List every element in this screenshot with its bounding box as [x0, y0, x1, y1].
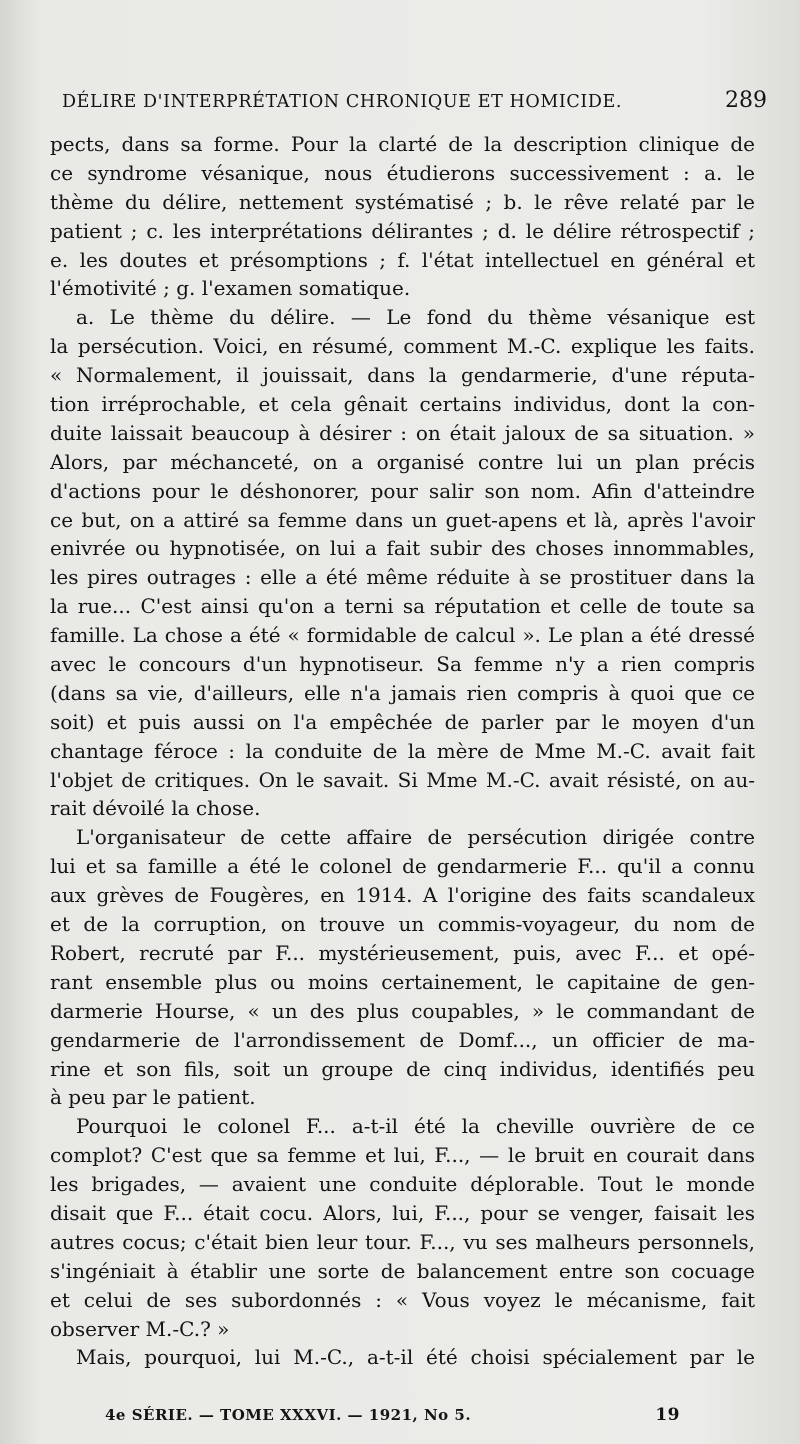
text-line: darmerie Hourse, « un des plus coupables, » le commandant de [50, 998, 755, 1023]
text-line: L'organisateur de cette affaire de persécution dirigée contre [76, 825, 755, 850]
text-line: a. Le thème du délire. — Le fond du thème vésanique est [76, 305, 755, 330]
text-line: les pires outrages : elle a été même réduite à se prostituer dans la [50, 565, 755, 590]
text-line: la persécution. Voici, en résumé, comment M.-C. explique les faits. [50, 334, 755, 359]
text-line: enivrée ou hypnotisée, on lui a fait subir des choses innommables, [50, 536, 755, 561]
text-line: l'émotivité ; g. l'examen somatique. [50, 276, 411, 301]
text-line: et de la corruption, on trouve un commis-voyageur, du nom de [50, 912, 755, 937]
running-header [62, 88, 767, 113]
text-line: autres cocus; c'était bien leur tour. F..., vu ses malheurs personnels, [50, 1229, 755, 1254]
series-info: 4e SÉRIE. — TOME XXXVI. — 1921, No 5. [105, 1406, 472, 1424]
text-line: rait dévoilé la chose. [50, 796, 261, 821]
text-line: lui et sa famille a été le colonel de gendarmerie F... qu'il a connu [50, 854, 755, 879]
page-number: 289 [725, 88, 767, 113]
text-line: aux grèves de Fougères, en 1914. A l'origine des faits scandaleux [50, 883, 755, 908]
text-line: à peu par le patient. [50, 1085, 256, 1110]
text-line: observer M.-C.? » [50, 1316, 230, 1341]
text-line: Mais, pourquoi, lui M.-C., a-t-il été choisi spécialement par le [76, 1345, 755, 1370]
body-text [50, 130, 755, 1372]
text-line: et celui de ses subordonnés : « Vous voyez le mécanisme, fait [50, 1287, 755, 1312]
text-line: famille. La chose a été « formidable de calcul ». Le plan a été dressé [50, 623, 755, 648]
text-line: gendarmerie de l'arrondissement de Domf..., un officier de ma- [50, 1027, 755, 1052]
text-line: chantage féroce : la conduite de la mère de Mme M.-C. avait fait [50, 738, 755, 763]
text-line: Robert, recruté par F... mystérieusement, puis, avec F... et opé- [50, 940, 755, 965]
text-line: duite laissait beaucoup à désirer : on était jaloux de sa situation. » [50, 420, 755, 445]
text-line: ce but, on a attiré sa femme dans un guet-apens et là, après l'avoir [50, 507, 755, 532]
text-line: la rue... C'est ainsi qu'on a terni sa réputation et celle de toute sa [50, 594, 755, 619]
text-line: l'objet de critiques. On le savait. Si Mme M.-C. avait résisté, on au- [50, 767, 755, 792]
text-line: les brigades, — avaient une conduite déplorable. Tout le monde [50, 1172, 755, 1197]
text-line: Pourquoi le colonel F... a-t-il été la cheville ouvrière de ce [76, 1114, 755, 1139]
text-line: disait que F... était cocu. Alors, lui, F..., pour se venger, faisait les [50, 1200, 755, 1225]
text-line: avec le concours d'un hypnotiseur. Sa femme n'y a rien compris [50, 652, 755, 677]
text-line: soit) et puis aussi on l'a empêchée de parler par le moyen d'un [50, 709, 755, 734]
text-line: d'actions pour le déshonorer, pour salir son nom. Afin d'atteindre [50, 478, 755, 503]
text-line: (dans sa vie, d'ailleurs, elle n'a jamais rien compris à quoi que ce [50, 680, 755, 705]
text-line: rant ensemble plus ou moins certainement, le capitaine de gen- [50, 969, 755, 994]
signature-number: 19 [655, 1405, 680, 1425]
page-footer [105, 1405, 680, 1425]
running-title: DÉLIRE D'INTERPRÉTATION CHRONIQUE ET HOMICIDE. [62, 92, 623, 112]
text-line: Alors, par méchanceté, on a organisé contre lui un plan précis [50, 449, 755, 474]
text-line: ce syndrome vésanique, nous étudierons successivement : a. le [50, 160, 755, 185]
text-line: tion irréprochable, et cela gênait certains individus, dont la con- [50, 392, 755, 417]
text-line: s'ingéniait à établir une sorte de balancement entre son cocuage [50, 1258, 755, 1283]
text-line: « Normalement, il jouissait, dans la gendarmerie, d'une réputa- [50, 363, 755, 388]
text-line: patient ; c. les interprétations délirantes ; d. le délire rétrospectif ; [50, 218, 755, 243]
text-line: complot? C'est que sa femme et lui, F..., — le bruit en courait dans [50, 1143, 755, 1168]
text-line: e. les doutes et présomptions ; f. l'état intellectuel en général et [50, 247, 755, 272]
text-line: rine et son fils, soit un groupe de cinq individus, identifiés peu [50, 1056, 755, 1081]
text-line: thème du délire, nettement systématisé ; b. le rêve relaté par le [50, 189, 755, 214]
text-line: pects, dans sa forme. Pour la clarté de la description clinique de [50, 132, 755, 156]
